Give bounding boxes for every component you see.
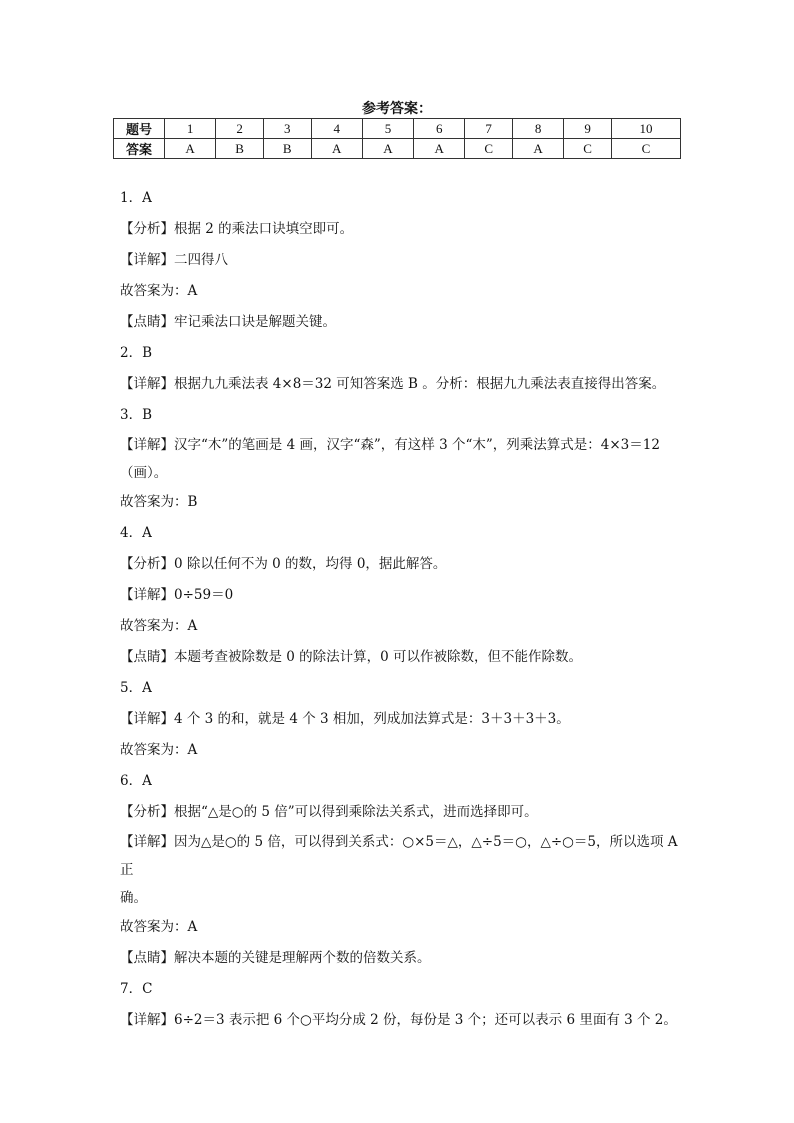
table-cell: C: [611, 139, 680, 159]
text-line: 【分析】根据“△是○的 5 倍”可以得到乘除法关系式，进而选择即可。: [120, 804, 538, 820]
text-line: 7．C: [120, 981, 153, 997]
text-line: 1．A: [120, 190, 152, 206]
text-line: 故答案为：A: [120, 919, 198, 935]
table-cell: 9: [564, 119, 612, 139]
table-cell: 7: [465, 119, 513, 139]
text-line: 6．A: [120, 773, 152, 789]
text-line: 4．A: [120, 525, 152, 541]
answer-explanations: [120, 183, 680, 1036]
table-cell: A: [513, 139, 564, 159]
text-line: 【详解】汉字“木”的笔画是 4 画，汉字“森”，有这样 3 个“木”，列乘法算式是：4×3＝12: [120, 437, 660, 453]
text-line: 确。: [120, 890, 147, 906]
table-cell: 1: [165, 119, 216, 139]
text-line: 5．A: [120, 680, 152, 696]
text-line: 3．B: [120, 407, 153, 423]
table-cell: 6: [414, 119, 465, 139]
table-cell: 3: [263, 119, 311, 139]
table-cell: 10: [611, 119, 680, 139]
text-line: （画）。: [120, 465, 168, 481]
text-line: 故答案为：B: [120, 494, 198, 510]
table-row-answers: [114, 139, 681, 159]
text-line: 【分析】0 除以任何不为 0 的数，均得 0，据此解答。: [120, 556, 447, 572]
text-line: 【详解】6÷2＝3 表示把 6 个○平均分成 2 份，每份是 3 个；还可以表示 6 里面有 3 个 2。: [120, 1012, 677, 1028]
text-line: 【点睛】牢记乘法口诀是解题关键。: [120, 314, 336, 330]
table-cell: 5: [362, 119, 413, 139]
table-row-numbers: [114, 119, 681, 139]
text-line: 【详解】根据九九乘法表 4×8＝32 可知答案选 B 。分析：根据九九乘法表直接得出答案。: [120, 376, 666, 392]
text-line: 【详解】二四得八: [120, 252, 228, 268]
row-label-answer: 答案: [114, 139, 165, 159]
table-cell: B: [216, 139, 264, 159]
text-line: 故答案为：A: [120, 742, 198, 758]
table-cell: A: [311, 139, 362, 159]
table-cell: C: [564, 139, 612, 159]
text-line: 故答案为：A: [120, 283, 198, 299]
table-cell: 8: [513, 119, 564, 139]
table-cell: C: [465, 139, 513, 159]
table-cell: 4: [311, 119, 362, 139]
table-cell: B: [263, 139, 311, 159]
text-line: 【详解】因为△是○的 5 倍，可以得到关系式：○×5＝△，△÷5＝○，△÷○＝5，所以选项 A 正: [120, 834, 682, 878]
text-line: 【详解】0÷59＝0: [120, 587, 234, 603]
text-line: 【详解】4 个 3 的和，就是 4 个 3 相加，列成加法算式是：3＋3＋3＋3。: [120, 711, 570, 727]
text-line: 【分析】根据 2 的乘法口诀填空即可。: [120, 221, 354, 237]
text-line: 【点睛】解决本题的关键是理解两个数的倍数关系。: [120, 950, 431, 966]
text-line: 2．B: [120, 345, 153, 361]
table-cell: A: [362, 139, 413, 159]
page-title: 参考答案：: [362, 101, 432, 117]
answer-table: [113, 118, 681, 159]
text-line: 【点睛】本题考查被除数是 0 的除法计算，0 可以作被除数，但不能作除数。: [120, 649, 583, 665]
table-cell: A: [165, 139, 216, 159]
table-cell: A: [414, 139, 465, 159]
text-line: 故答案为：A: [120, 618, 198, 634]
row-label-question-number: 题号: [114, 119, 165, 139]
table-cell: 2: [216, 119, 264, 139]
